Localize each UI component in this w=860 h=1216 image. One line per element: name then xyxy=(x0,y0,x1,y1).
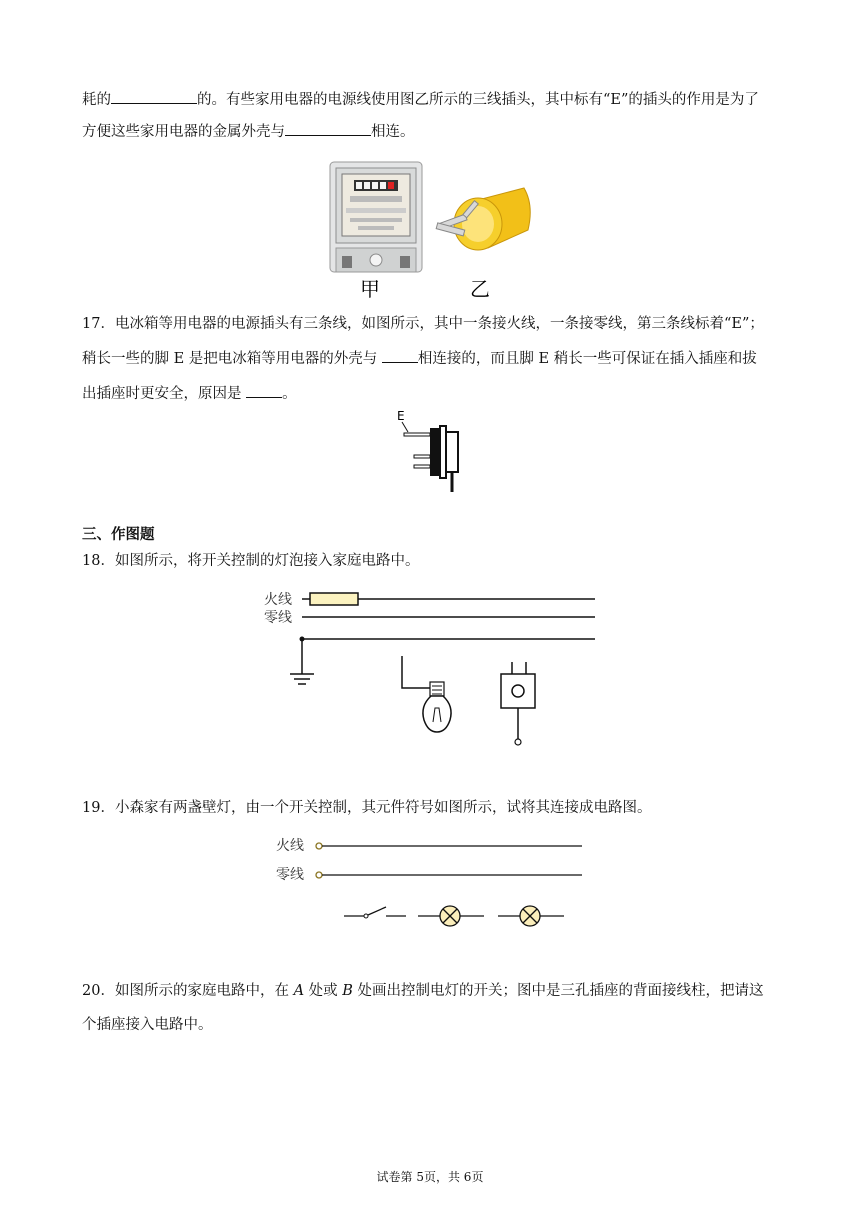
neutral-wire-label: 零线 xyxy=(276,867,304,883)
q20-text: 20．如图所示的家庭电路中，在 xyxy=(82,983,294,999)
q19-circuit-figure xyxy=(272,834,590,930)
q17-text-line-2 xyxy=(82,348,782,370)
answer-blank[interactable] xyxy=(382,348,418,363)
point-a-label: A xyxy=(293,983,305,999)
q17-text-line-1: 17．电冰箱等用电器的电源插头有三条线，如图所示，其中一条接火线，一条接零线，第三条线标着“E”； xyxy=(82,316,764,332)
answer-blank[interactable] xyxy=(111,89,197,104)
q18-text: 18．如图所示，将开关控制的灯泡接入家庭电路中。 xyxy=(82,553,420,569)
answer-blank[interactable] xyxy=(285,121,371,136)
answer-blank[interactable] xyxy=(246,383,282,398)
neutral-wire-label: 零线 xyxy=(264,610,292,626)
point-b-label: B xyxy=(342,983,353,999)
socket-icon xyxy=(501,662,535,745)
q16-text: 相连。 xyxy=(371,124,415,140)
q20-text: 处或 xyxy=(304,983,343,999)
q16-text: 耗的 xyxy=(82,92,111,108)
q17-text: 出插座时更安全，原因是 xyxy=(82,386,247,402)
q16-text-line-2 xyxy=(82,121,782,143)
page-footer: 试卷第 5页，共 6页 xyxy=(376,1170,484,1184)
q17-text: 相连接的，而且脚 E 稍长一些可保证在插入插座和拔 xyxy=(417,351,757,367)
lamp-icon xyxy=(418,906,484,926)
q20-text-line-2: 个插座接入电路中。 xyxy=(82,1017,213,1033)
q17-text: 稍长一些的脚 E 是把电冰箱等用电器的外壳与 xyxy=(82,351,382,367)
three-pin-plug-image xyxy=(436,188,530,250)
fig-label-yi: 乙 xyxy=(470,277,490,300)
pin-e-label: E xyxy=(397,409,405,423)
q20-text: 处画出控制电灯的开关；图中是三孔插座的背面接线柱，把请这 xyxy=(352,983,764,999)
q16-text-line-1 xyxy=(82,89,782,111)
electric-meter-image xyxy=(330,162,422,272)
switch-icon xyxy=(344,907,406,918)
meter-and-plug-figure xyxy=(328,160,538,300)
fuse-symbol xyxy=(310,593,358,605)
lamp-icon xyxy=(498,906,564,926)
ground-icon xyxy=(290,639,314,684)
light-bulb-icon xyxy=(402,656,451,732)
q17-text-line-3 xyxy=(82,383,782,405)
q19-text: 19．小森家有两盏壁灯，由一个开关控制，其元件符号如图所示，试将其连接成电路图。 xyxy=(82,800,652,816)
live-wire-label: 火线 xyxy=(264,592,292,608)
q16-text: 的。有些家用电器的电源线使用图乙所示的三线插头，其中标有“E”的插头的作用是为了 xyxy=(197,92,759,108)
fridge-plug-figure xyxy=(394,408,474,498)
q18-circuit-figure xyxy=(258,582,603,752)
q20-text-line-1 xyxy=(82,980,782,1002)
section-heading: 三、作图题 xyxy=(82,527,155,543)
fig-label-jia: 甲 xyxy=(360,277,380,300)
q17-text: 。 xyxy=(282,386,297,402)
live-wire-label: 火线 xyxy=(276,838,304,854)
q16-text: 方便这些家用电器的金属外壳与 xyxy=(82,124,285,140)
